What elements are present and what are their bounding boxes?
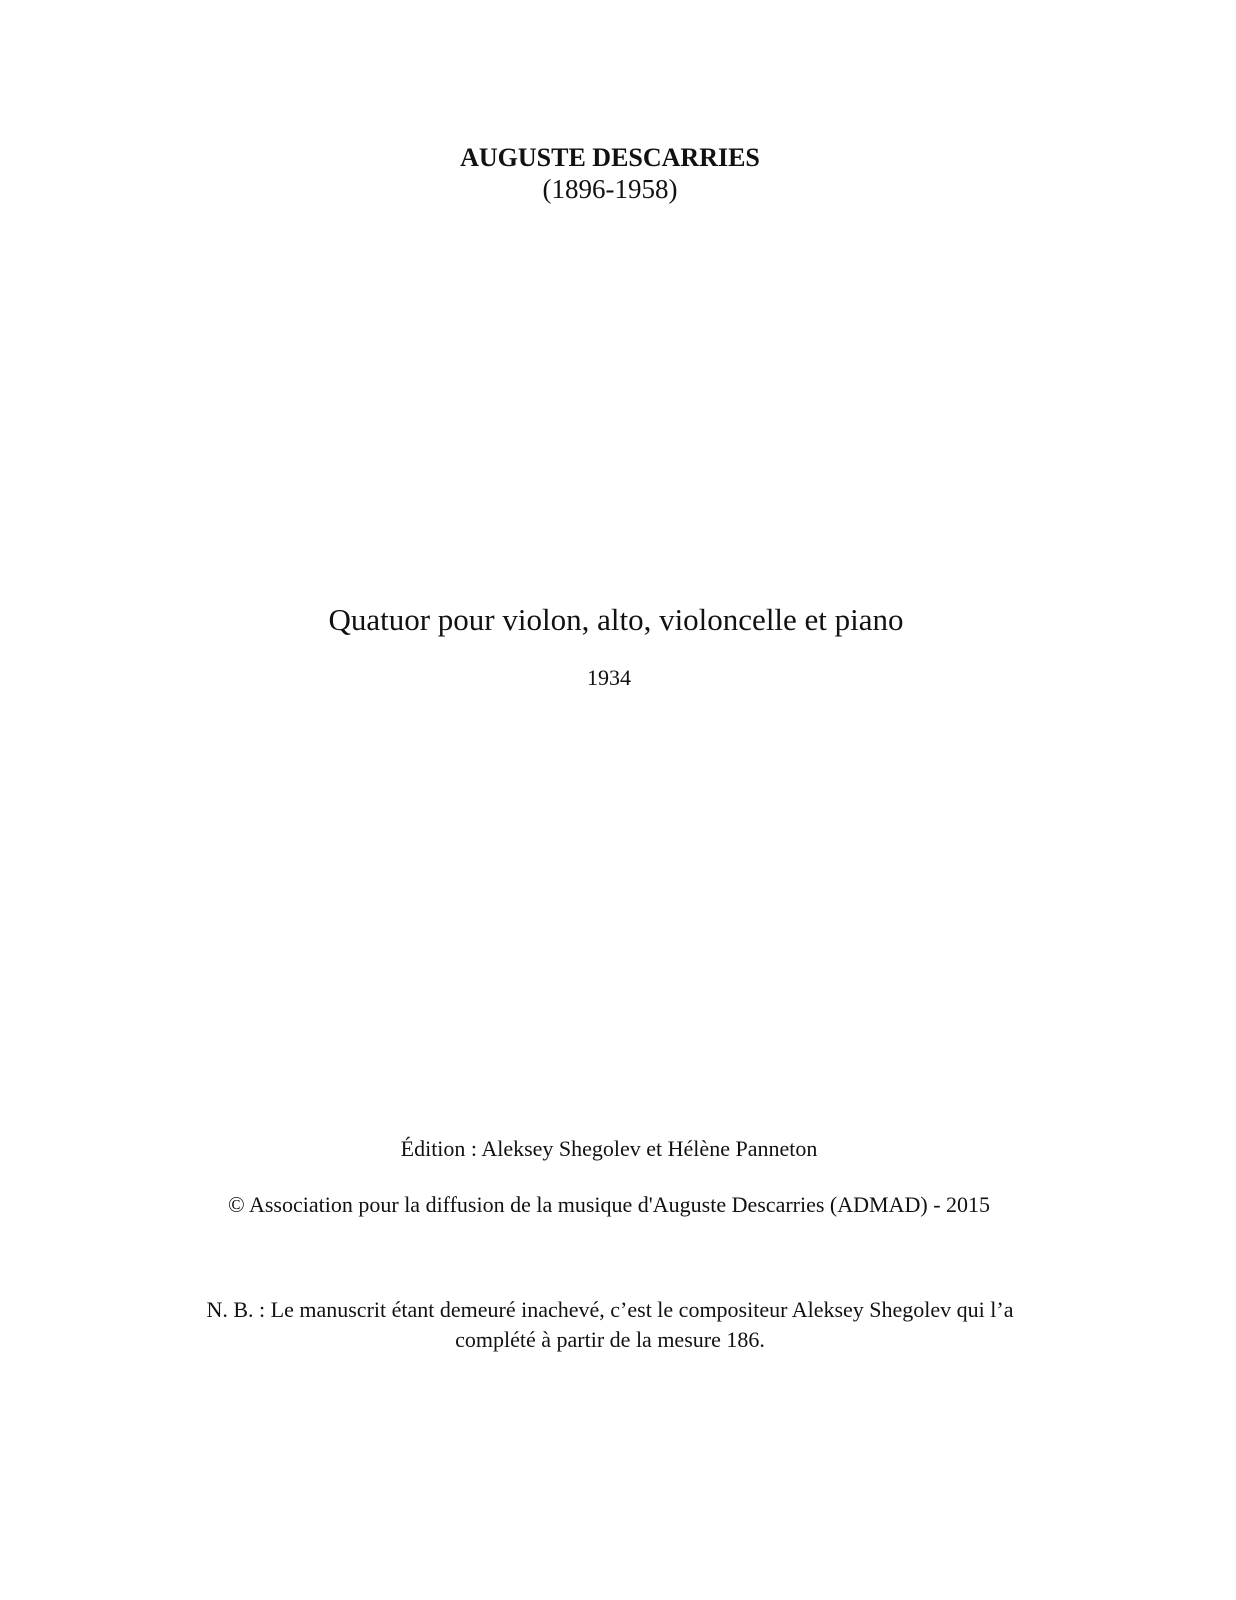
editorial-note-line: complété à partir de la mesure 186. [455, 1327, 765, 1352]
edition-credit: Édition : Aleksey Shegolev et Hélène Panneton [400, 1136, 818, 1161]
work-year: 1934 [587, 665, 631, 690]
editorial-note-line: N. B. : Le manuscrit étant demeuré inachevé, c’est le compositeur Aleksey Shegolev qui l’a [206, 1297, 1014, 1322]
copyright-notice: © Association pour la diffusion de la musique d'Auguste Descarries (ADMAD) - 2015 [227, 1192, 991, 1217]
work-title: Quatuor pour violon, alto, violoncelle et piano [328, 602, 904, 637]
composer-dates: (1896-1958) [542, 174, 678, 204]
editorial-note [150, 1295, 1070, 1355]
composer-name: AUGUSTE DESCARRIES [460, 143, 760, 172]
